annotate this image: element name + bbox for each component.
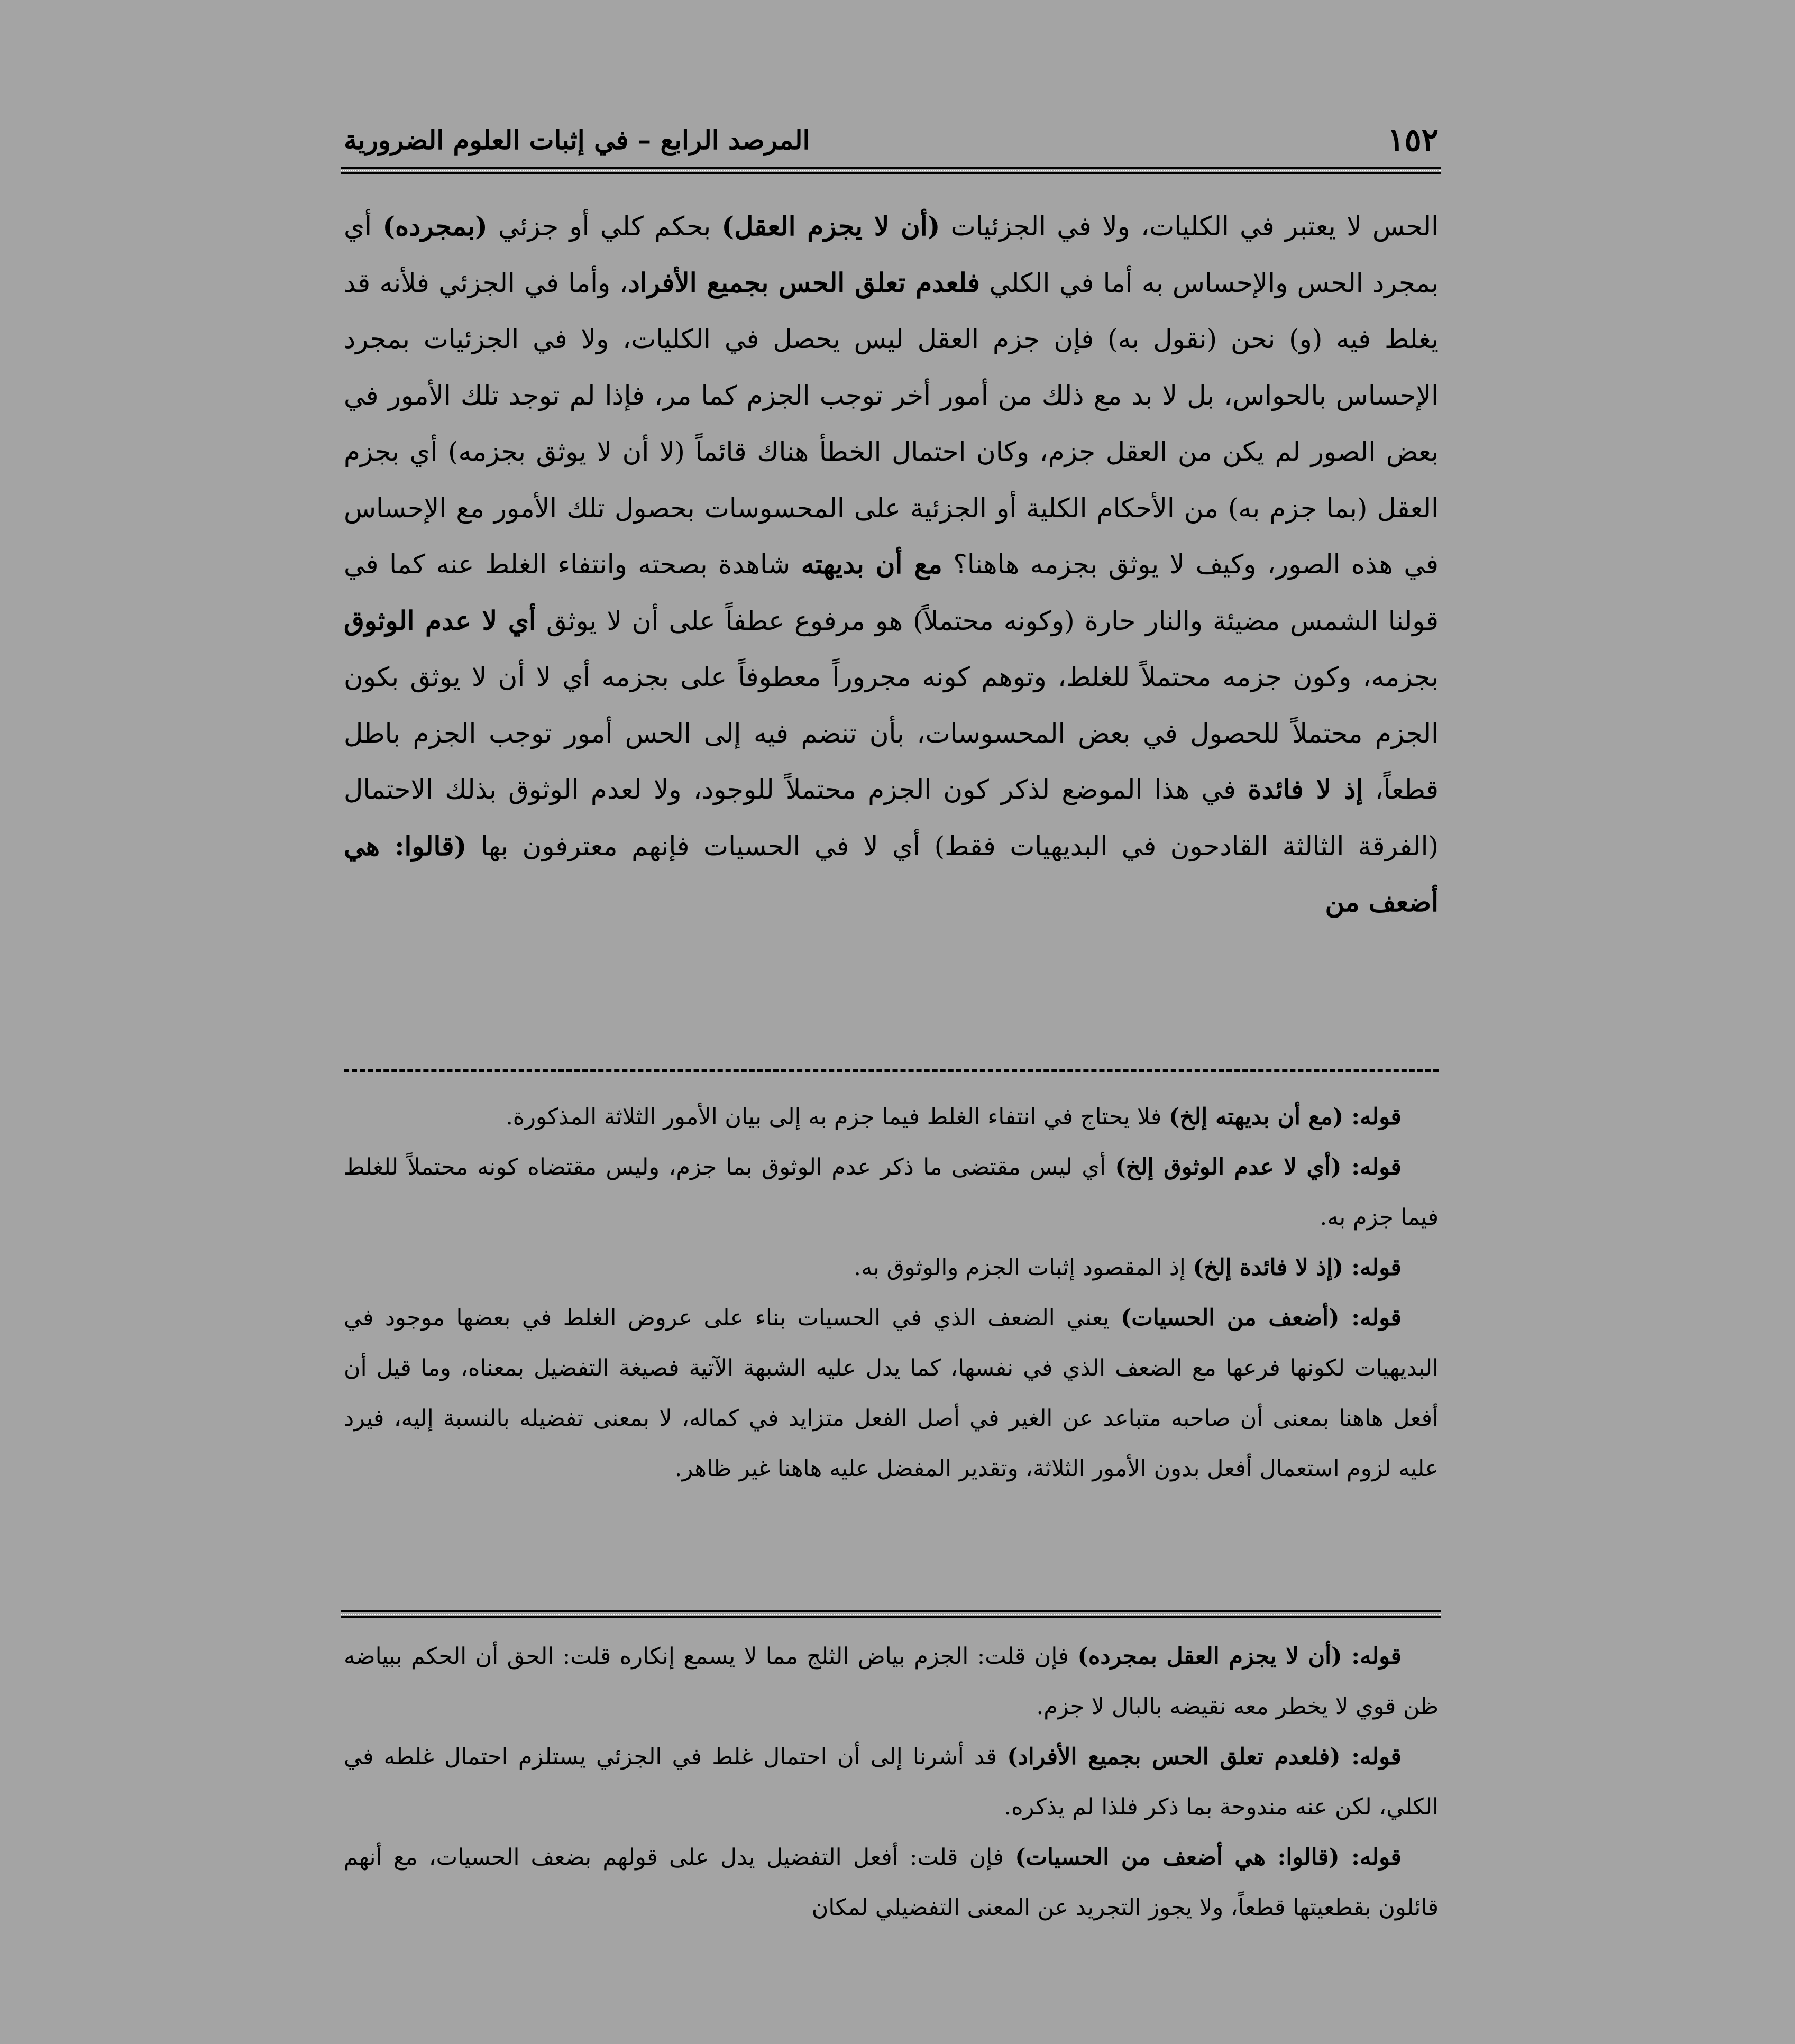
note-item — [344, 1293, 1439, 1494]
header-rule — [341, 167, 1441, 174]
note-quote: (أن لا يجزم العقل بمجرده) — [1077, 1643, 1342, 1670]
note-item — [344, 1142, 1439, 1243]
note-text: فلا يحتاج في انتفاء الغلط فيما جزم به إلى بيان الأمور الثلاثة المذكورة. — [506, 1104, 1169, 1130]
commentary-notes — [344, 1092, 1439, 1494]
book-page — [344, 119, 1439, 1933]
note-label: قوله: — [1343, 1104, 1402, 1130]
text-segment: ، وأما في الجزئي فلأنه قد يغلط فيه (و) نحن (نقول به) فإن جزم العقل ليس يحصل في الكليات، ولا في الجزئيات بمجرد الإحساس بالحواس، بل لا بد مع ذلك من أمور أخر توجب الجزم كما مر، فإذا لم توجد تلك الأمور في بعض الصور لم يكن من العقل جزم، وكان احتمال الخطأ هناك قائماً (لا أن لا يوثق بجزمه) أي بجزم العقل (بما جزم به) من الأحكام الكلية أو الجزئية على المحسوسات بحصول تلك الأمور مع الإحساس في هذه الصور، وكيف لا يوثق بجزمه هاهنا؟ — [344, 267, 1439, 580]
note-text: أي ليس مقتضى ما ذكر عدم الوثوق بما جزم، وليس مقتضاه كونه محتملاً للغلط فيما جزم به. — [344, 1154, 1439, 1231]
note-quote: (إذ لا فائدة إلخ) — [1193, 1254, 1344, 1281]
note-quote: (قالوا: هي أضعف من الحسيات) — [1015, 1844, 1340, 1871]
text-segment: شاهدة بصحته وانتفاء الغلط عنه كما في قولنا الشمس مضيئة والنار حارة (وكونه محتملاً) هو مرفوع عطفاً على أن لا يوثق — [344, 549, 1439, 636]
note-item — [344, 1092, 1439, 1142]
note-text: يعني الضعف الذي في الحسيات بناء على عروض الغلط في بعضها موجود في البديهيات لكونها فرعها مع الضعف الذي في نفسها، كما يدل عليه الشبهة الآتية فصيغة التفضيل بمعناه، وما قيل أن أفعل هاهنا بمعنى أن صاحبه متباعد عن الغير في أصل الفعل متزايد في كماله، لا بمعنى تفضيله بالنسبة إليه، فيرد عليه لزوم استعمال أفعل بدون الأمور الثلاثة، وتقدير المفضل عليه هاهنا غير ظاهر. — [344, 1305, 1439, 1482]
text-segment: في هذا الموضع لذكر كون الجزم محتملاً للوجود، ولا لعدم الوثوق بذلك الاحتمال (الفرقة الثالثة القادحون في البديهيات فقط) أي لا في الحسيات فإنهم معترفون بها — [344, 774, 1439, 861]
note-label: قوله: — [1343, 1254, 1402, 1281]
note-text: إذ المقصود إثبات الجزم والوثوق به. — [854, 1254, 1193, 1281]
note-item — [344, 1631, 1439, 1732]
quoted-phrase: (أن لا يجزم العقل) — [721, 210, 940, 242]
note-item — [344, 1243, 1439, 1293]
note-text: فإن قلت: الجزم بياض الثلج مما لا يسمع إنكاره قلت: الحق أن الحكم ببياضه ظن قوي لا يخطر معه نقيضه بالبال لا جزم. — [344, 1643, 1439, 1720]
quoted-phrase: فلعدم تعلق الحس بجميع الأفراد — [628, 267, 981, 298]
note-item — [344, 1832, 1439, 1933]
note-label: قوله: — [1340, 1744, 1402, 1770]
note-text: فإن قلت: أفعل التفضيل يدل على قولهم بضعف الحسيات، مع أنهم قائلون بقطعيتها قطعاً، ولا يجوز التجريد عن المعنى التفضيلي لمكان — [344, 1844, 1439, 1921]
footnotes — [344, 1631, 1439, 1933]
quoted-phrase: (قالوا: هي أضعف من — [344, 830, 1439, 918]
note-quote: (أي لا عدم الوثوق إلخ) — [1115, 1154, 1342, 1180]
note-text: قد أشرنا إلى أن احتمال غلط في الجزئي يستلزم احتمال غلطه في الكلي، لكن عنه مندوحة بما ذكر فلذا لم يذكره. — [344, 1744, 1439, 1820]
note-quote: (أضعف من الحسيات) — [1121, 1305, 1340, 1331]
note-label: قوله: — [1339, 1844, 1402, 1871]
running-title: المرصد الرابع – في إثبات العلوم الضرورية — [344, 124, 810, 155]
note-quote: (مع أن بديهته إلخ) — [1169, 1104, 1344, 1130]
page-number: ١٥٢ — [1387, 122, 1439, 159]
text-segment: الحس لا يعتبر في الكليات، ولا في الجزئيات — [940, 211, 1439, 242]
text-segment: بجزمه، وكون جزمه محتملاً للغلط، وتوهم كونه مجروراً معطوفاً على بجزمه أي لا أن لا يوثق بكون الجزم محتملاً للحصول في بعض المحسوسات، بأن تنضم فيه إلى الحس أمور توجب الجزم باطل قطعاً، — [344, 662, 1439, 805]
quoted-phrase: أي لا عدم الوثوق — [344, 604, 536, 636]
note-label: قوله: — [1341, 1154, 1402, 1180]
page-header — [344, 119, 1439, 161]
footnotes-rule — [341, 1610, 1441, 1618]
note-label: قوله: — [1339, 1305, 1402, 1331]
main-text — [344, 198, 1439, 931]
note-item — [344, 1732, 1439, 1832]
quoted-phrase: إذ لا فائدة — [1248, 774, 1363, 805]
text-segment: أي بمجرد الحس والإحساس به أما في الكلي — [344, 211, 1439, 298]
quoted-phrase: مع أن بديهته — [801, 548, 942, 580]
dashed-separator — [344, 1069, 1439, 1072]
note-quote: (فلعدم تعلق الحس بجميع الأفراد) — [1007, 1744, 1341, 1770]
quoted-phrase: (بمجرده) — [382, 210, 488, 242]
note-label: قوله: — [1342, 1643, 1402, 1670]
text-segment: بحكم كلي أو جزئي — [487, 211, 722, 242]
